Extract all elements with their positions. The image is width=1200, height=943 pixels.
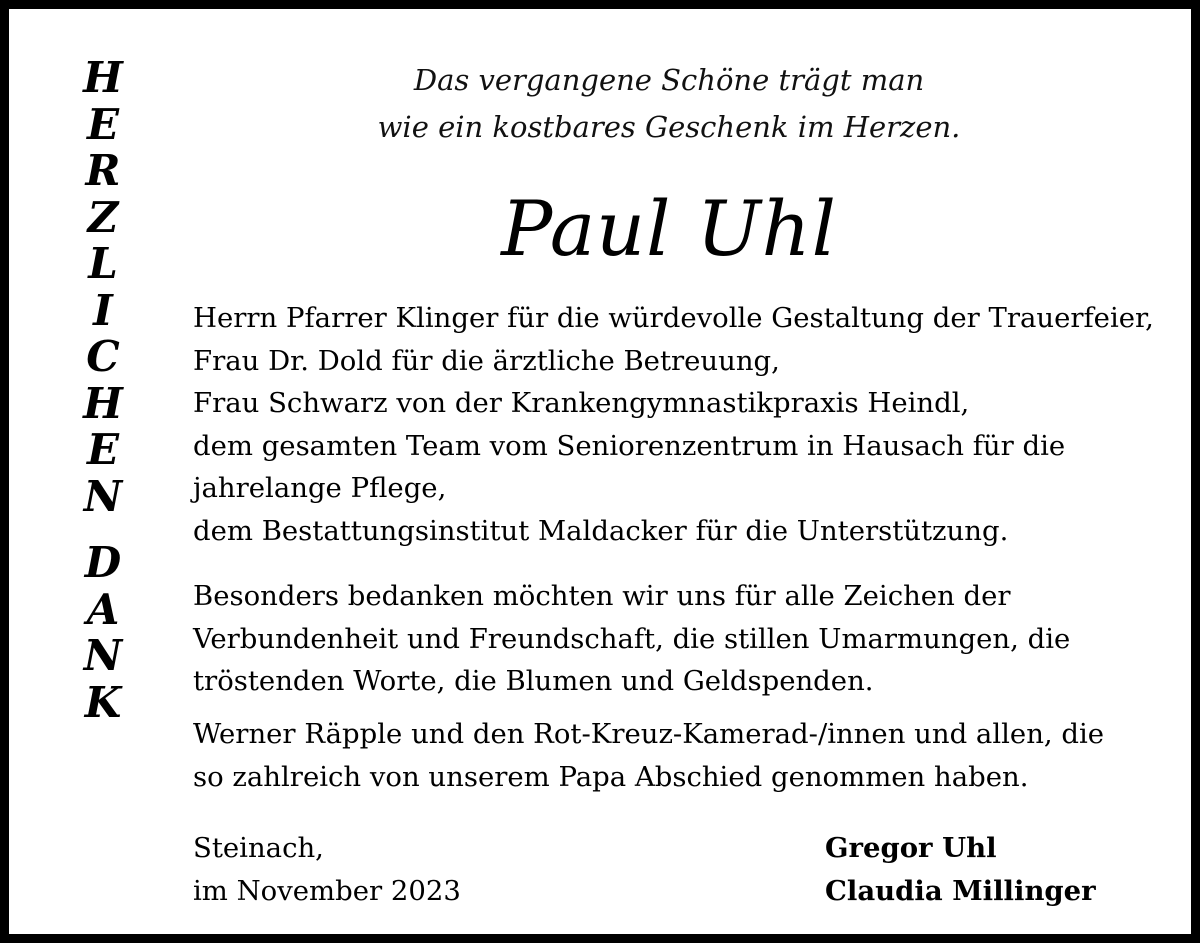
place-date [193,827,461,912]
text-line: Frau Dr. Dold für die ärztliche Betreuung, [193,344,780,377]
text-line: dem gesamten Team vom Seniorenzentrum in Hausach für die [193,429,1066,462]
text-line: Herrn Pfarrer Klinger für die würdevolle Gestaltung der Trauerfeier, [193,302,1154,334]
word-gap [71,520,135,540]
text-line: dem Bestattungsinstitut Maldacker für die Unterstützung. [193,514,1009,547]
vertical-letter: L [88,239,118,288]
vertical-letter: E [86,99,119,149]
vertical-letter: E [86,425,119,474]
closing-paragraph [193,713,1153,798]
vertical-letter: N [83,631,123,680]
vertical-letter: D [84,538,122,587]
text-line: Verbundenheit und Freundschaft, die stillen Umarmungen, die [193,622,1071,655]
vertical-letter: H [83,53,123,102]
vertical-letter: I [93,285,113,335]
motto [189,57,1149,151]
text-line: Werner Räpple und den Rot-Kreuz-Kamerad-/innen und allen, die [193,718,1105,750]
text-line: jahrelange Pflege, [193,472,447,504]
special-thanks-paragraph [193,575,1153,703]
vertical-letter: N [83,471,123,521]
vertical-letter: A [86,584,120,634]
vertical-heading [71,55,135,726]
motto-line: wie ein kostbares Geschenk im Herzen. [377,110,961,144]
vertical-letter: K [84,677,122,727]
signer-name: Claudia Millinger [825,874,1096,907]
vertical-letter: C [86,332,120,381]
date: im November 2023 [193,874,461,907]
signer-name: Gregor Uhl [825,832,997,864]
thanks-paragraph [193,297,1153,552]
motto-line: Das vergangene Schöne trägt man [413,63,925,97]
vertical-letter: Z [87,192,119,242]
signers [825,827,1096,912]
vertical-letter: H [83,378,123,428]
text-line: Besonders bedanken möchten wir uns für alle Zeichen der [193,580,1011,612]
text-line: so zahlreich von unserem Papa Abschied genommen haben. [193,760,1029,793]
place: Steinach, [193,832,324,864]
deceased-name: Paul Uhl [501,184,837,273]
vertical-letter: R [85,146,121,195]
text-line: tröstenden Worte, die Blumen und Geldspenden. [193,665,874,697]
text-line: Frau Schwarz von der Krankengymnastikpraxis Heindl, [193,387,970,419]
